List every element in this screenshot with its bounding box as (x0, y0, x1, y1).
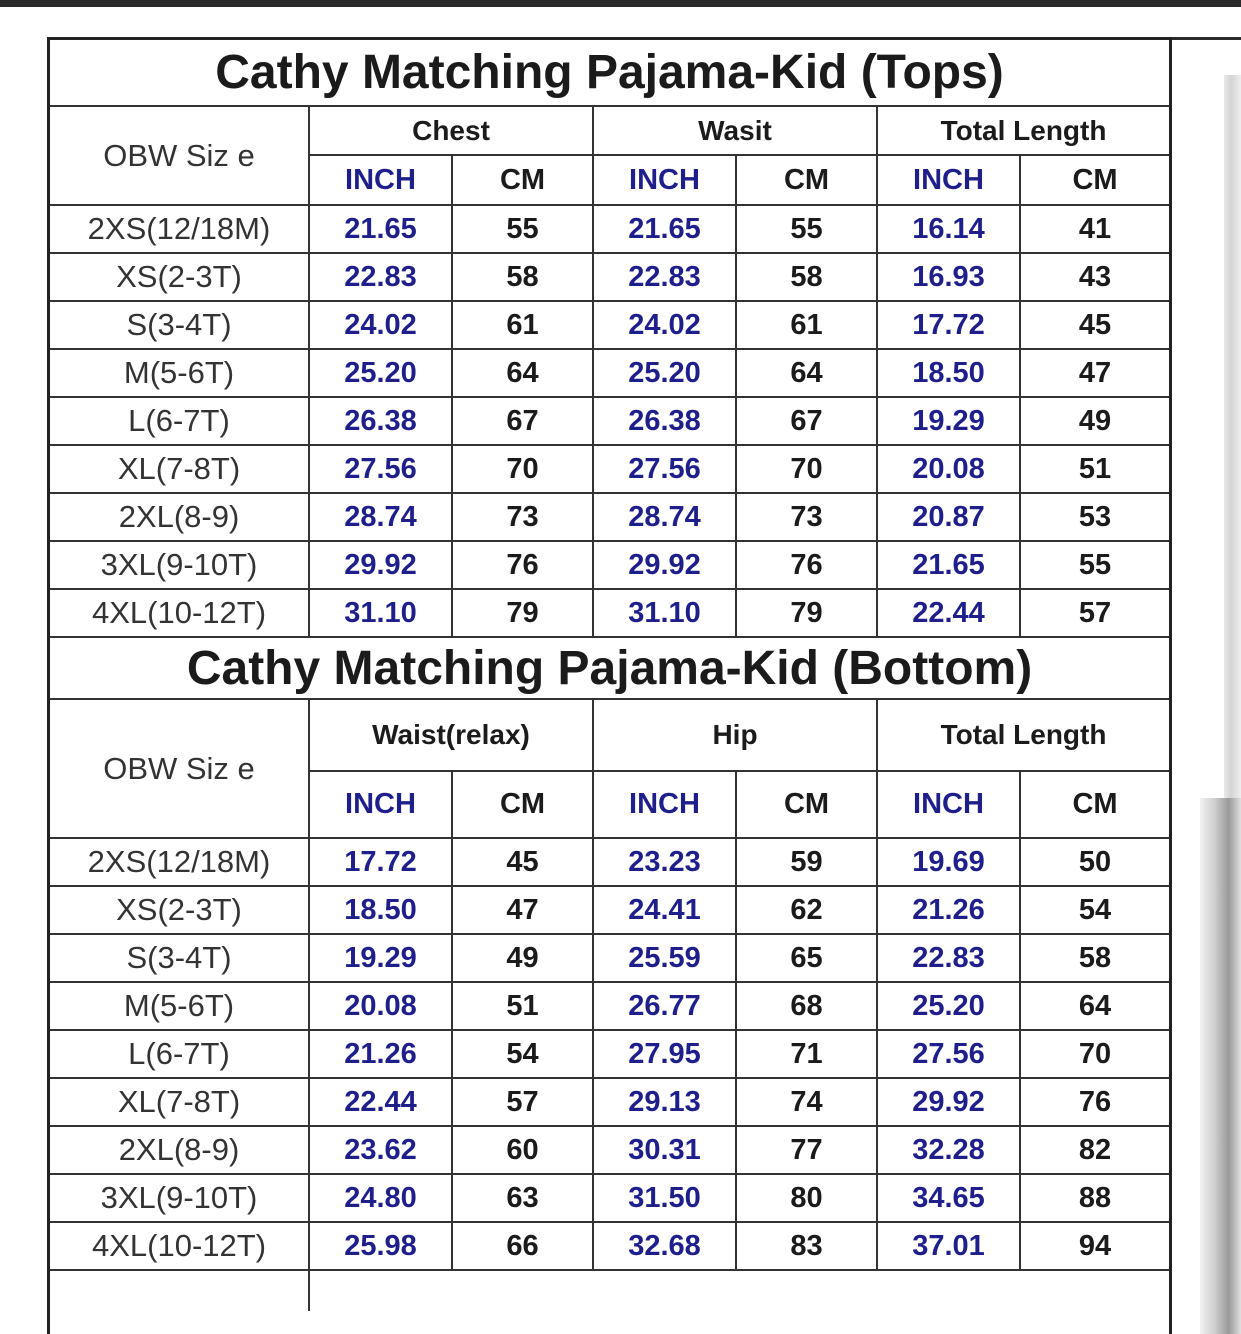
cm-value-cell: 61 (452, 301, 593, 349)
inch-value-cell: 29.92 (593, 541, 736, 589)
inch-value-cell: 32.68 (593, 1222, 736, 1270)
table-row (50, 205, 1169, 253)
inch-value-cell: 25.20 (593, 349, 736, 397)
table-row (50, 493, 1169, 541)
cm-value-cell: 58 (736, 253, 877, 301)
cm-value-cell: 94 (1020, 1222, 1169, 1270)
inch-value-cell: 23.23 (593, 838, 736, 886)
cm-value-cell: 76 (1020, 1078, 1169, 1126)
size-label-cell: S(3-4T) (50, 301, 309, 349)
cm-value-cell: 41 (1020, 205, 1169, 253)
inch-value-cell: 27.56 (877, 1030, 1020, 1078)
inch-value-cell: 25.59 (593, 934, 736, 982)
cm-unit-header: CM (736, 155, 877, 205)
cm-value-cell: 58 (1020, 934, 1169, 982)
cm-value-cell: 79 (452, 589, 593, 637)
bottom-chart-title: Cathy Matching Pajama-Kid (Bottom) (50, 637, 1169, 699)
inch-value-cell: 29.92 (309, 541, 452, 589)
cm-value-cell: 61 (736, 301, 877, 349)
inch-value-cell: 24.02 (309, 301, 452, 349)
size-label-cell: XS(2-3T) (50, 253, 309, 301)
cm-value-cell: 59 (736, 838, 877, 886)
size-label-cell: M(5-6T) (50, 982, 309, 1030)
size-label-cell: S(3-4T) (50, 934, 309, 982)
right-divider-line (1172, 37, 1241, 40)
size-label-cell: 2XS(12/18M) (50, 838, 309, 886)
cm-value-cell: 50 (1020, 838, 1169, 886)
inch-unit-header: INCH (593, 771, 736, 838)
cm-value-cell: 74 (736, 1078, 877, 1126)
footer-size-cell (50, 1270, 309, 1311)
cm-value-cell: 64 (736, 349, 877, 397)
inch-value-cell: 20.87 (877, 493, 1020, 541)
table-row (50, 982, 1169, 1030)
size-label-cell: 2XL(8-9) (50, 493, 309, 541)
inch-value-cell: 25.20 (309, 349, 452, 397)
cm-unit-header: CM (1020, 771, 1169, 838)
tops-group-header: Total Length (877, 106, 1169, 155)
inch-value-cell: 28.74 (593, 493, 736, 541)
cm-value-cell: 60 (452, 1126, 593, 1174)
cm-value-cell: 88 (1020, 1174, 1169, 1222)
inch-value-cell: 17.72 (309, 838, 452, 886)
cm-value-cell: 70 (736, 445, 877, 493)
product-photo-edge-bottom (1200, 798, 1241, 1334)
inch-value-cell: 24.80 (309, 1174, 452, 1222)
size-label-cell: XL(7-8T) (50, 1078, 309, 1126)
cm-value-cell: 57 (1020, 589, 1169, 637)
cm-value-cell: 79 (736, 589, 877, 637)
inch-value-cell: 21.65 (309, 205, 452, 253)
inch-unit-header: INCH (877, 771, 1020, 838)
size-label-cell: XS(2-3T) (50, 886, 309, 934)
cm-value-cell: 82 (1020, 1126, 1169, 1174)
cm-value-cell: 73 (452, 493, 593, 541)
tops-group-header-row (50, 106, 1169, 155)
inch-value-cell: 22.83 (877, 934, 1020, 982)
cm-value-cell: 43 (1020, 253, 1169, 301)
top-border-bar (0, 0, 1241, 7)
inch-value-cell: 17.72 (877, 301, 1020, 349)
size-label-cell: 2XS(12/18M) (50, 205, 309, 253)
size-chart (47, 37, 1172, 1334)
inch-value-cell: 29.13 (593, 1078, 736, 1126)
inch-value-cell: 20.08 (877, 445, 1020, 493)
cm-value-cell: 77 (736, 1126, 877, 1174)
bottom-group-header: Waist(relax) (309, 699, 593, 771)
cm-unit-header: CM (1020, 155, 1169, 205)
inch-value-cell: 21.26 (877, 886, 1020, 934)
cm-value-cell: 66 (452, 1222, 593, 1270)
inch-value-cell: 26.77 (593, 982, 736, 1030)
tops-group-header: Wasit (593, 106, 877, 155)
size-label-cell: 3XL(9-10T) (50, 541, 309, 589)
cm-value-cell: 64 (1020, 982, 1169, 1030)
table-row (50, 589, 1169, 637)
inch-value-cell: 16.93 (877, 253, 1020, 301)
table-row (50, 1222, 1169, 1270)
inch-value-cell: 34.65 (877, 1174, 1020, 1222)
inch-value-cell: 26.38 (309, 397, 452, 445)
inch-value-cell: 22.83 (309, 253, 452, 301)
table-row (50, 541, 1169, 589)
inch-value-cell: 18.50 (309, 886, 452, 934)
table-row (50, 838, 1169, 886)
inch-value-cell: 19.29 (877, 397, 1020, 445)
bottom-size-header: OBW Siz e (50, 699, 309, 838)
cm-value-cell: 55 (452, 205, 593, 253)
inch-value-cell: 22.44 (309, 1078, 452, 1126)
inch-value-cell: 29.92 (877, 1078, 1020, 1126)
cm-value-cell: 51 (452, 982, 593, 1030)
inch-value-cell: 30.31 (593, 1126, 736, 1174)
inch-value-cell: 21.65 (593, 205, 736, 253)
cm-value-cell: 67 (736, 397, 877, 445)
table-row (50, 1174, 1169, 1222)
cm-value-cell: 76 (452, 541, 593, 589)
cm-value-cell: 70 (452, 445, 593, 493)
cm-value-cell: 55 (736, 205, 877, 253)
inch-value-cell: 21.65 (877, 541, 1020, 589)
cm-value-cell: 45 (1020, 301, 1169, 349)
cm-value-cell: 57 (452, 1078, 593, 1126)
cm-unit-header: CM (452, 155, 593, 205)
table-row (50, 934, 1169, 982)
inch-value-cell: 37.01 (877, 1222, 1020, 1270)
cm-value-cell: 83 (736, 1222, 877, 1270)
cm-value-cell: 49 (452, 934, 593, 982)
inch-value-cell: 32.28 (877, 1126, 1020, 1174)
cm-value-cell: 67 (452, 397, 593, 445)
table-row (50, 886, 1169, 934)
inch-value-cell: 21.26 (309, 1030, 452, 1078)
size-label-cell: L(6-7T) (50, 397, 309, 445)
cm-value-cell: 47 (1020, 349, 1169, 397)
inch-value-cell: 27.56 (309, 445, 452, 493)
size-label-cell: 3XL(9-10T) (50, 1174, 309, 1222)
size-label-cell: 4XL(10-12T) (50, 589, 309, 637)
table-row (50, 397, 1169, 445)
cm-value-cell: 53 (1020, 493, 1169, 541)
inch-value-cell: 26.38 (593, 397, 736, 445)
inch-value-cell: 25.20 (877, 982, 1020, 1030)
cm-value-cell: 65 (736, 934, 877, 982)
inch-value-cell: 22.44 (877, 589, 1020, 637)
size-label-cell: M(5-6T) (50, 349, 309, 397)
inch-value-cell: 22.83 (593, 253, 736, 301)
cm-value-cell: 55 (1020, 541, 1169, 589)
inch-value-cell: 27.95 (593, 1030, 736, 1078)
tops-section (50, 40, 1169, 637)
table-row (50, 445, 1169, 493)
bottom-group-header: Total Length (877, 699, 1169, 771)
footer-row (50, 1270, 1169, 1311)
cm-value-cell: 80 (736, 1174, 877, 1222)
cm-value-cell: 76 (736, 541, 877, 589)
size-label-cell: L(6-7T) (50, 1030, 309, 1078)
size-label-cell: 2XL(8-9) (50, 1126, 309, 1174)
cm-value-cell: 73 (736, 493, 877, 541)
inch-value-cell: 20.08 (309, 982, 452, 1030)
inch-value-cell: 19.29 (309, 934, 452, 982)
cm-value-cell: 54 (452, 1030, 593, 1078)
cm-value-cell: 68 (736, 982, 877, 1030)
cm-value-cell: 70 (1020, 1030, 1169, 1078)
inch-value-cell: 28.74 (309, 493, 452, 541)
inch-value-cell: 23.62 (309, 1126, 452, 1174)
inch-value-cell: 31.50 (593, 1174, 736, 1222)
inch-value-cell: 31.10 (593, 589, 736, 637)
cm-value-cell: 71 (736, 1030, 877, 1078)
product-photo-edge-top (1224, 75, 1241, 798)
cm-value-cell: 49 (1020, 397, 1169, 445)
bottom-section (50, 637, 1169, 1270)
footer-note-cell (309, 1270, 1169, 1311)
cm-value-cell: 54 (1020, 886, 1169, 934)
table-row (50, 253, 1169, 301)
tops-size-header: OBW Siz e (50, 106, 309, 205)
inch-value-cell: 24.41 (593, 886, 736, 934)
inch-value-cell: 27.56 (593, 445, 736, 493)
size-label-cell: XL(7-8T) (50, 445, 309, 493)
table-row (50, 1078, 1169, 1126)
inch-unit-header: INCH (877, 155, 1020, 205)
cm-value-cell: 64 (452, 349, 593, 397)
cm-value-cell: 45 (452, 838, 593, 886)
table-row (50, 349, 1169, 397)
tops-title-row (50, 40, 1169, 106)
cm-value-cell: 58 (452, 253, 593, 301)
size-chart-table (50, 40, 1169, 1311)
table-row (50, 1030, 1169, 1078)
cm-value-cell: 62 (736, 886, 877, 934)
bottom-group-header-row (50, 699, 1169, 771)
inch-value-cell: 16.14 (877, 205, 1020, 253)
cm-value-cell: 63 (452, 1174, 593, 1222)
cm-value-cell: 51 (1020, 445, 1169, 493)
inch-value-cell: 19.69 (877, 838, 1020, 886)
inch-value-cell: 24.02 (593, 301, 736, 349)
inch-unit-header: INCH (309, 155, 452, 205)
inch-value-cell: 25.98 (309, 1222, 452, 1270)
inch-value-cell: 31.10 (309, 589, 452, 637)
cm-unit-header: CM (736, 771, 877, 838)
bottom-title-row (50, 637, 1169, 699)
table-row (50, 1126, 1169, 1174)
cm-value-cell: 47 (452, 886, 593, 934)
inch-unit-header: INCH (593, 155, 736, 205)
inch-value-cell: 18.50 (877, 349, 1020, 397)
tops-group-header: Chest (309, 106, 593, 155)
footer-section (50, 1270, 1169, 1311)
cm-unit-header: CM (452, 771, 593, 838)
size-label-cell: 4XL(10-12T) (50, 1222, 309, 1270)
bottom-group-header: Hip (593, 699, 877, 771)
inch-unit-header: INCH (309, 771, 452, 838)
table-row (50, 301, 1169, 349)
tops-chart-title: Cathy Matching Pajama-Kid (Tops) (50, 40, 1169, 106)
